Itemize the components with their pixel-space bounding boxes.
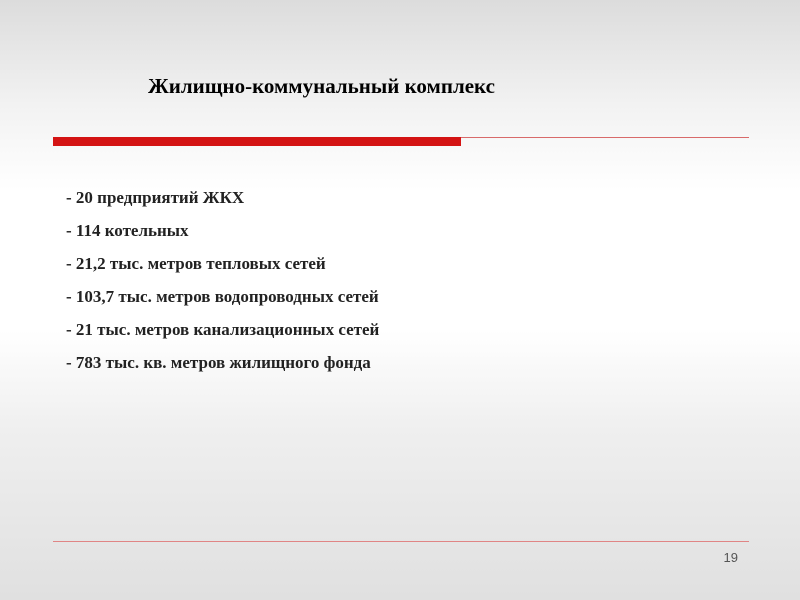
list-item: - 20 предприятий ЖКХ [66, 188, 245, 207]
list-item: - 783 тыс. кв. метров жилищного фонда [66, 353, 371, 372]
footer-divider [53, 541, 749, 542]
title-underline-thick [53, 137, 461, 146]
slide-title: Жилищно-коммунальный комплекс [148, 74, 495, 98]
list-item: - 21 тыс. метров канализационных сетей [66, 320, 380, 339]
bullet-list [66, 188, 379, 386]
list-item: - 21,2 тыс. метров тепловых сетей [66, 254, 326, 273]
title-underline-thin [461, 137, 749, 138]
list-item: - 114 котельных [66, 221, 189, 240]
page-number: 19 [723, 550, 738, 565]
list-item: - 103,7 тыс. метров водопроводных сетей [66, 287, 379, 306]
